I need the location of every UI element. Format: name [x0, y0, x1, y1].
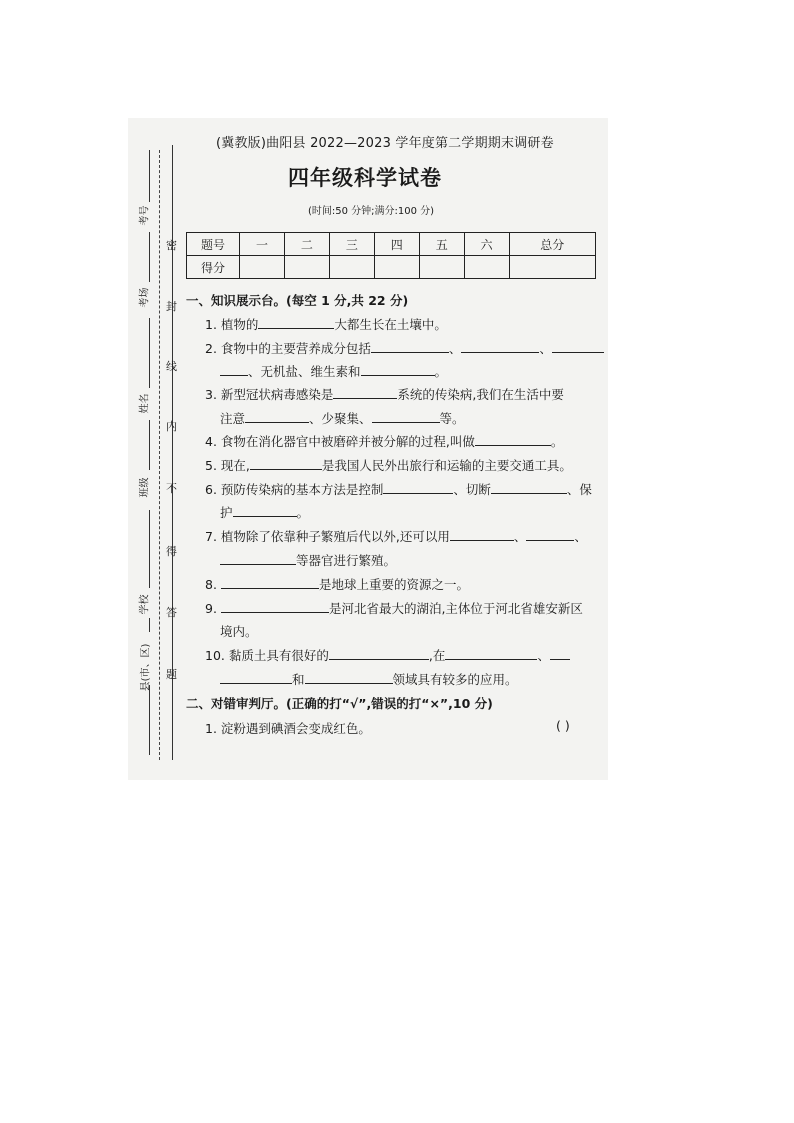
answer-blank[interactable] [220, 552, 296, 565]
question-5 [205, 456, 572, 474]
question-3 [205, 385, 564, 403]
binding-line [149, 150, 150, 202]
question-8 [205, 575, 469, 593]
answer-blank[interactable] [333, 386, 397, 399]
school-label: 学校 [139, 594, 151, 615]
answer-blank[interactable] [371, 340, 449, 353]
score-table-header-row [187, 233, 596, 256]
question-text: 是河北省最大的湖泊,主体位于河北省雄安新区 [328, 601, 583, 616]
question-6 [205, 480, 592, 498]
question-9 [205, 599, 583, 617]
score-cell[interactable] [240, 256, 285, 279]
answer-blank[interactable] [220, 363, 248, 376]
answer-blank[interactable] [461, 340, 539, 353]
binding-line [149, 618, 150, 632]
answer-blank[interactable] [552, 340, 604, 353]
question-text: 。 [434, 364, 448, 379]
question-10-cont [220, 670, 518, 688]
question-2-cont [220, 362, 447, 380]
answer-blank[interactable] [305, 671, 393, 684]
county-label: 县(市、区) [140, 643, 152, 692]
score-table-header: 四 [374, 233, 419, 256]
answer-blank[interactable] [250, 457, 322, 470]
question-text: 2. 食物中的主要营养成分包括 [205, 341, 371, 356]
score-cell[interactable] [329, 256, 374, 279]
answer-blank[interactable] [475, 433, 551, 446]
question-3-cont [220, 409, 465, 427]
answer-blank[interactable] [383, 481, 453, 494]
question-text: 、 [537, 648, 550, 663]
section-1-title: 一、知识展示台。(每空 1 分,共 22 分) [186, 293, 409, 308]
question-text: 、 [539, 341, 552, 356]
answer-parentheses[interactable]: ( ) [556, 718, 570, 733]
score-table-header: 二 [284, 233, 329, 256]
seal-char: 封 [166, 300, 177, 313]
answer-blank[interactable] [329, 647, 429, 660]
question-text: 是我国人民外出旅行和运输的主要交通工具。 [321, 458, 572, 473]
seal-char: 线 [166, 360, 177, 373]
score-table-score-row [187, 256, 596, 279]
question-text: 4. 食物在消化器官中被磨碎并被分解的过程,叫做 [205, 434, 475, 449]
section-2-title: 二、对错审判厅。(正确的打“√”,错误的打“×”,10 分) [186, 696, 493, 711]
question-text: 5. 现在, [205, 458, 250, 473]
score-row-label: 得分 [187, 256, 240, 279]
question-10 [205, 646, 570, 664]
question-1 [205, 315, 447, 333]
question-text: 、保 [566, 482, 592, 497]
answer-blank[interactable] [245, 410, 309, 423]
question-9-cont [220, 622, 258, 640]
exam-header: (冀教版)曲阳县 2022—2023 学年度第二学期期末调研卷 [216, 136, 554, 151]
answer-blank[interactable] [550, 647, 570, 660]
question-text: 护 [220, 505, 233, 520]
score-table-header: 一 [240, 233, 285, 256]
answer-blank[interactable] [491, 481, 567, 494]
question-text: 、 [448, 341, 462, 356]
question-text: 和 [292, 672, 305, 687]
page-title: 四年级科学试卷 [288, 166, 442, 190]
question-text: 8. [205, 577, 217, 592]
question-text: 是地球上重要的资源之一。 [318, 577, 469, 592]
exam-room-label: 考场 [139, 287, 151, 308]
binding-line [149, 232, 150, 282]
seal-char: 答 [166, 606, 177, 619]
question-text: 系统的传染病,我们在生活中要 [397, 387, 564, 402]
cut-line [159, 150, 160, 760]
class-label: 班级 [139, 477, 151, 498]
question-text: 注意 [220, 411, 246, 426]
answer-blank[interactable] [450, 528, 514, 541]
score-table [186, 232, 596, 279]
question-text: 、 [574, 529, 587, 544]
exam-time-info: (时间:50 分钟;满分:100 分) [308, 206, 435, 217]
seal-char: 内 [166, 420, 177, 433]
question-text: 等。 [439, 411, 465, 426]
question-text: 境内。 [220, 624, 258, 639]
question-7-cont [220, 551, 396, 569]
answer-blank[interactable] [445, 647, 537, 660]
question-text: 领域具有较多的应用。 [392, 672, 518, 687]
question-4 [205, 432, 563, 450]
question-text: 、 [513, 529, 527, 544]
answer-blank[interactable] [258, 316, 334, 329]
answer-blank[interactable] [233, 504, 297, 517]
score-table-header: 题号 [187, 233, 240, 256]
question-text: 、无机盐、维生素和 [248, 364, 361, 379]
answer-blank[interactable] [220, 671, 292, 684]
question-text: ,在 [428, 648, 446, 663]
exam-number-label: 考号 [139, 205, 151, 226]
answer-blank[interactable] [221, 576, 319, 589]
question-text: 9. [205, 601, 217, 616]
question-text: 3. 新型冠状病毒感染是 [205, 387, 334, 402]
question-2 [205, 339, 604, 357]
question-text: 。 [550, 434, 564, 449]
binding-line [149, 685, 150, 755]
binding-line [149, 510, 150, 588]
answer-blank[interactable] [526, 528, 574, 541]
binding-line [149, 420, 150, 470]
question-text: 7. 植物除了依靠种子繁殖后代以外,还可以用 [205, 529, 450, 544]
question-6-cont [220, 503, 309, 521]
seal-char: 不 [166, 482, 177, 495]
score-cell[interactable] [419, 256, 464, 279]
score-cell[interactable] [284, 256, 329, 279]
score-table-header: 六 [464, 233, 509, 256]
question-text: 大都生长在土壤中。 [334, 317, 447, 332]
tf-question-1: 1. 淀粉遇到碘酒会变成红色。 [205, 721, 371, 736]
score-cell[interactable] [374, 256, 419, 279]
seal-char: 题 [166, 668, 177, 681]
question-text: 1. 植物的 [205, 317, 259, 332]
score-table-header: 三 [329, 233, 374, 256]
question-7 [205, 527, 587, 545]
seal-char: 密 [166, 239, 177, 252]
question-text: 等器官进行繁殖。 [296, 553, 397, 568]
question-text: 、切断 [453, 482, 491, 497]
binding-line [149, 318, 150, 388]
seal-char: 得 [166, 545, 177, 558]
score-cell[interactable] [509, 256, 595, 279]
answer-blank[interactable] [372, 410, 440, 423]
score-cell[interactable] [464, 256, 509, 279]
answer-blank[interactable] [361, 363, 435, 376]
score-table-header: 总分 [509, 233, 595, 256]
question-text: 、少聚集、 [309, 411, 372, 426]
answer-blank[interactable] [221, 600, 329, 613]
score-table-header: 五 [419, 233, 464, 256]
question-text: 。 [296, 505, 310, 520]
question-text: 6. 预防传染病的基本方法是控制 [205, 482, 384, 497]
name-label: 姓名 [139, 393, 151, 414]
question-text: 10. 黏质土具有很好的 [205, 648, 329, 663]
